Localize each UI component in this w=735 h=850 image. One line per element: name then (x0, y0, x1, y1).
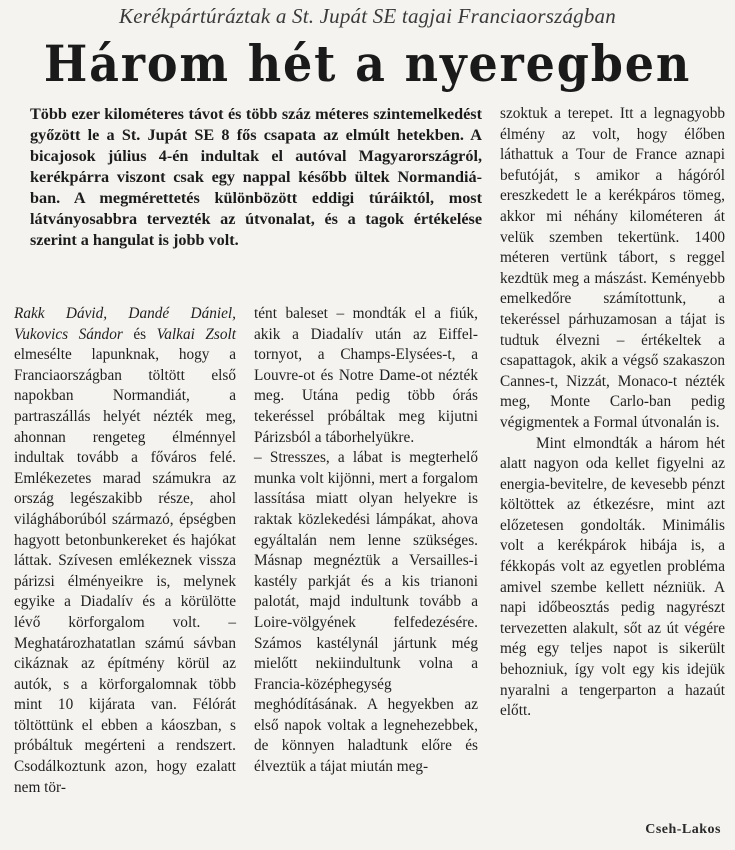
column-3-paragraph-1: szoktuk a terepet. Itt a legnagyobb élmény az volt, hogy élőben láthattuk a Tour de France aznapi befutóját, s amikor a hágóról ereszkedett le a kerékpáros tömeg, akkor mi néhány kilométeren át velük szemben tekertünk. 1400 méteren vertünk tábort, s reggel kezdtük meg a mászást. Keményebb emelkedőre számítottunk, a tekeréssel párhuzamosan a tájat is tudtuk élvezni – értékeltek a csapattagok, akik a végső szakaszon Cannes-t, Nizzát, Monaco-t nézték meg, Monte Carlo-ban pedig végigmentek a Formal útvonalán is. (500, 105, 725, 431)
column-2-paragraph-2: – Stresszes, a lábat is megterhelő munka volt kijönni, mert a forgalom lassítása miatt olyan helyekre is raktak közlekedési lámpákat, ahova egyáltalán nem lenne szükséges. Másnap megnéztük a Versailles-i kastély parkját és a kis trianoni palotát, majd indultunk tovább a Loire-völgyének felfedezésére. Számos kastélynál jártunk még mielőtt nekiindultunk volna a Francia-középhegység meghódításának. A hegyekben az első napok voltak a legnehezebbek, de könnyen haladtunk előre és élveztük a tájat miután meg- (254, 449, 478, 776)
article-column-2 (254, 304, 478, 778)
column-1-paragraph (14, 304, 236, 798)
interviewee-last-name: Valkai Zsolt (156, 325, 236, 343)
article-byline: Cseh-Lakos (645, 822, 721, 837)
column-3-paragraph-2: Mint elmondták a három hét alatt nagyon oda kellet figyelni az energia-bevitelre, de kevesebb pénzt költöttek az étkezésre, mint azt előzetesen gondolták. Minimális volt a kerékpárok hibája is, a fékkopás volt az egyetlen probléma amivel szembe kellett nézniük. A napi időbeosztás pedig nagyrészt tervezetten alakult, sőt az út végére még egy teljes napot is sikerült behozniuk, így volt egy kis idejük nyaralni a tengerparton a hazaút előtt. (500, 434, 725, 720)
column-1-text: elmeséltе lapunknak, hogy a Franciaországban töltött első napokban Normandiát, a partraszállás helyét nézték meg, ahonnan rengeteg élménnyel indultak tovább a főváros felé. Emlékezetes marad számukra az ország legészakibb része, ahol világháborúból származó, épségben hagyott betonbunkereket és hajókat láttak. Szívesen emlékeznek vissza párizsi élményeikre is, melynek egyike a Diadalív és a körülötte lévő körforgalom volt. – Meghatározhatatlan számú sávban cikáznak az építmény körül az autók, s a körforgalomnak több mint 10 kijárata van. Félórát töltöttünk el ebben a káoszban, s próbáltuk megérteni a rendszert. Csodálkoztunk azon, hogy ezalatt nem tör- (14, 346, 236, 796)
article-lead: Több ezer kilométeres távot és több száz méteres szintemelkedést győzött le a St. Jupát SE 8 fős csapata az elmúlt hetekben. A bicajosok július 4-én indultak el autóval Magyarországról, kerékpárra viszont csak egy nappal később ültek Normandiá-ban. A megmérettetés különbözött eddigi túráiktól, most látványosabbra tervezték az útvonalat, és a tagok értékelése szerint a hangulat is jobb volt. (30, 105, 482, 249)
article-kicker: Kerékpártúráztak a St. Jupát SE tagjai Franciaországban (119, 4, 616, 28)
interviewee-names: Rakk Dávid, Dandé Dániel, Vukovics Sándor (14, 305, 236, 343)
column-2-paragraph-1: tént baleset – mondták el a fiúk, akik a Diadalív után az Eiffel-tornyot, a Champs-Elysées-t, a Louvre-ot és Notre Dame-ot nézték meg. Utána pedig több órás tekeréssel próbáltak meg kijutni Párizsból a táborhelyükre. (254, 305, 478, 446)
names-conjunction: és (122, 325, 157, 343)
article-column-3 (500, 104, 725, 722)
article-column-1 (14, 304, 236, 798)
article-headline: Három hét a nyeregben (43, 34, 692, 93)
